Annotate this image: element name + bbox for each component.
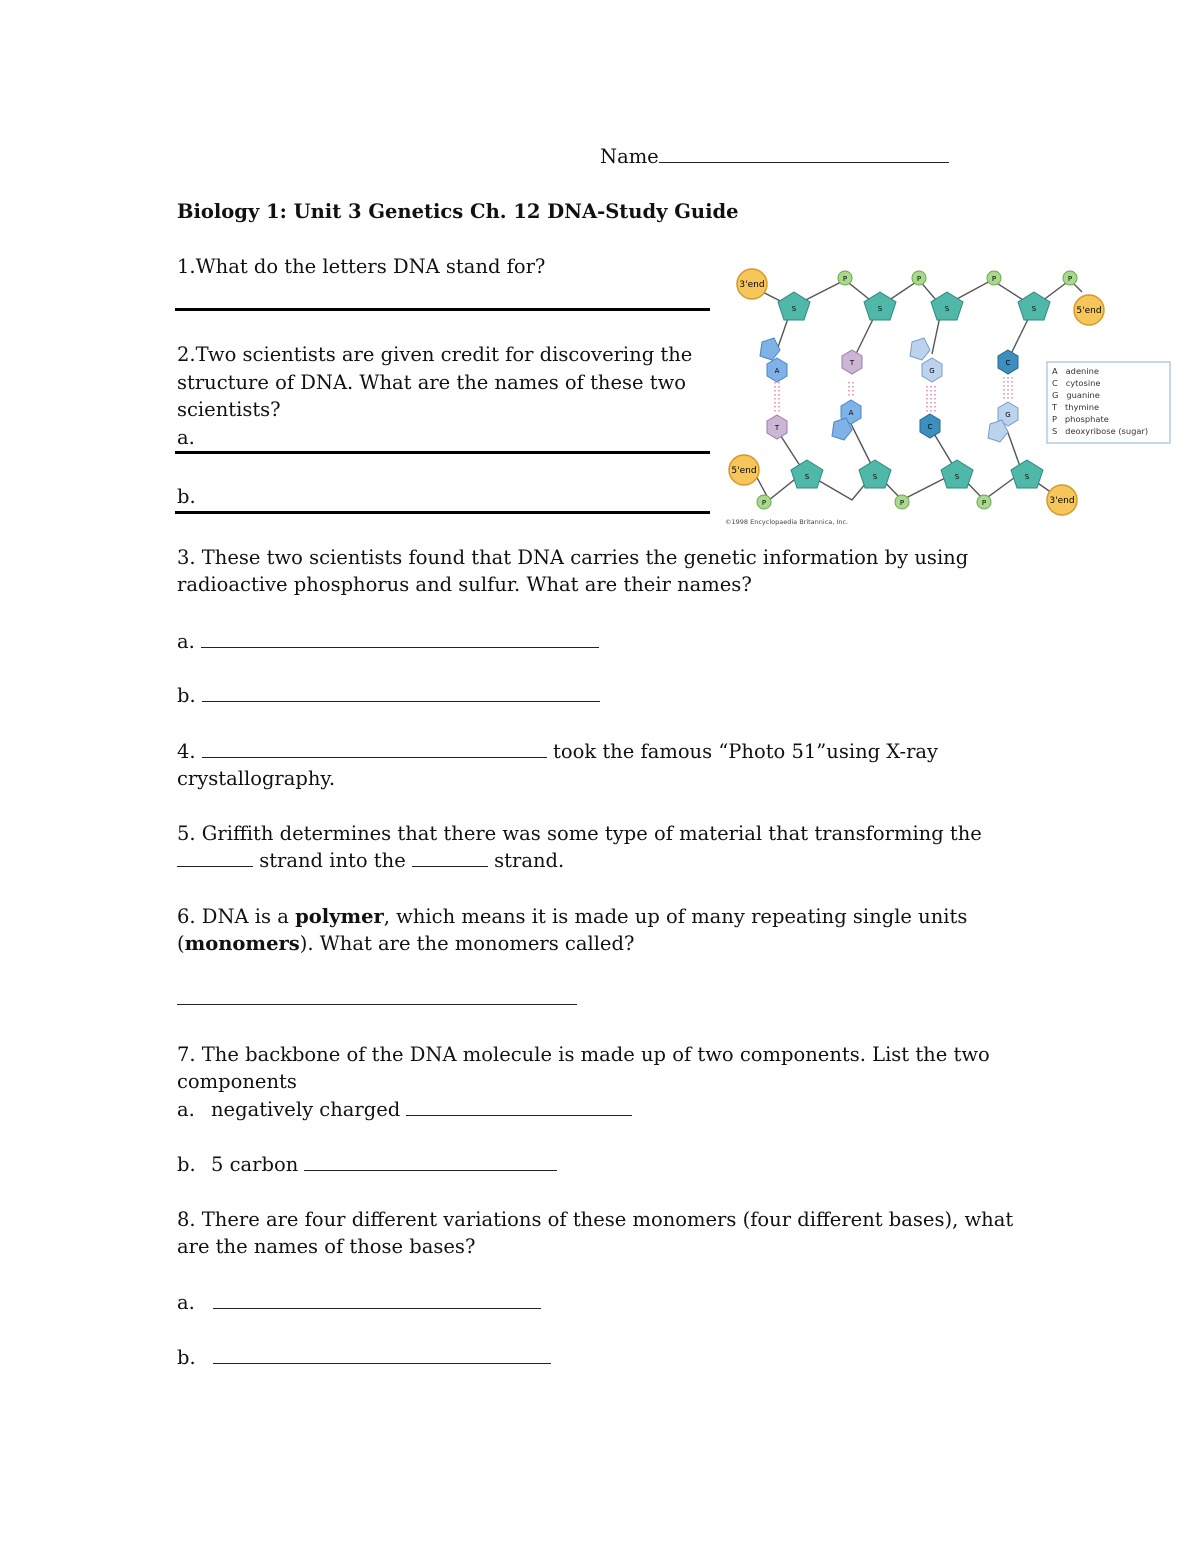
- question-6-monomers: monomers: [184, 932, 300, 955]
- answer-line-q2b[interactable]: [175, 511, 710, 514]
- hydrogen-bonds: [775, 377, 1012, 414]
- sugar-top-2: [864, 292, 896, 320]
- name-field[interactable]: [600, 143, 949, 171]
- question-6-post: , which means it is made up of many repeating single units: [383, 905, 968, 928]
- base-label-bottom-4: G: [1005, 411, 1011, 419]
- answer-line-q2a[interactable]: [175, 451, 710, 454]
- name-blank[interactable]: [659, 144, 949, 163]
- sugar-label: S: [804, 473, 810, 481]
- question-4-line-2: crystallography.: [177, 767, 336, 790]
- end-cap-3-bottom: [1047, 485, 1077, 515]
- page-title: Biology 1: Unit 3 Genetics Ch. 12 DNA-Study Guide: [177, 200, 739, 223]
- answer-line-q8b[interactable]: [213, 1345, 551, 1364]
- phosphate-bottom-2: [895, 495, 909, 509]
- end-3-bottom-label: 3'end: [1049, 496, 1075, 506]
- sugar-label: S: [877, 305, 883, 313]
- question-7-a-text: negatively charged: [211, 1098, 401, 1121]
- end-cap-3-top: [737, 269, 767, 299]
- phosphate-label: P: [916, 275, 922, 283]
- question-6-polymer: polymer: [295, 905, 384, 928]
- end-5-top-label: 5'end: [1076, 306, 1102, 316]
- question-7-line-1: 7. The backbone of the DNA molecule is made up of two components. List the two: [177, 1043, 990, 1066]
- base-label-top-4: C: [1005, 359, 1011, 367]
- base-label-bottom-3: C: [927, 423, 933, 431]
- question-4-number: 4.: [177, 740, 196, 763]
- question-5-end: strand.: [494, 849, 565, 872]
- phosphate-top-4: [1063, 271, 1077, 285]
- phosphate-bottom-3: [977, 495, 991, 509]
- question-7-a: [177, 1096, 632, 1124]
- answer-line-q5b[interactable]: [412, 848, 488, 867]
- question-8-a-label: a.: [177, 1291, 195, 1314]
- question-2-line-2: structure of DNA. What are the names of these two: [177, 371, 687, 394]
- question-8-line-1: 8. There are four different variations of these monomers (four different bases), what: [177, 1208, 1014, 1231]
- question-2-b-label: b.: [177, 485, 196, 508]
- end-3-top-label: 3'end: [739, 280, 765, 290]
- end-cap-5-bottom: [729, 455, 759, 485]
- sugar-label: S: [1024, 473, 1030, 481]
- sugar-bottom-2: [859, 460, 891, 488]
- question-6-line-2: [177, 930, 634, 958]
- question-3-line-1: 3. These two scientists found that DNA carries the genetic information by using: [177, 546, 969, 569]
- question-5-mid: strand into the: [259, 849, 406, 872]
- base-label-bottom-2: A: [848, 409, 854, 417]
- question-8-b: [177, 1344, 551, 1372]
- phosphate-label: P: [761, 499, 767, 507]
- base-cytosine-top: [998, 350, 1018, 374]
- answer-line-q3a[interactable]: [201, 629, 599, 648]
- legend-item-sugar: S deoxyribose (sugar): [1052, 426, 1149, 436]
- question-2-line-3: scientists?: [177, 398, 281, 421]
- sugar-top-1: [778, 292, 810, 320]
- phosphate-label: P: [1067, 275, 1073, 283]
- question-3-b: [177, 682, 600, 710]
- end-cap-5-top: [1074, 295, 1104, 325]
- diagram-legend: [1047, 362, 1170, 443]
- sugar-label: S: [1031, 305, 1037, 313]
- question-3-b-label: b.: [177, 684, 196, 707]
- legend-item-cytosine: C cytosine: [1052, 378, 1101, 388]
- legend-item-guanine: G guanine: [1052, 390, 1100, 400]
- base-label-top-3: G: [929, 367, 935, 375]
- phosphate-label: P: [899, 499, 905, 507]
- question-4-text: took the famous “Photo 51”using X-ray: [553, 740, 939, 763]
- question-7-b-text: 5 carbon: [211, 1153, 299, 1176]
- name-label: Name: [600, 145, 659, 168]
- question-5-line-2: [177, 847, 564, 875]
- sugar-bottom-4: [1011, 460, 1043, 488]
- sugar-top-4: [1018, 292, 1050, 320]
- question-4-line-1: [177, 738, 938, 766]
- sugar-label: S: [954, 473, 960, 481]
- legend-item-thymine: T thymine: [1052, 402, 1100, 412]
- question-6-answer: [177, 985, 577, 1013]
- answer-line-q4[interactable]: [202, 739, 547, 758]
- question-6-post2: ). What are the monomers called?: [299, 932, 635, 955]
- question-8-a: [177, 1289, 541, 1317]
- question-3-a-label: a.: [177, 630, 195, 653]
- question-6-pre: 6. DNA is a: [177, 905, 296, 928]
- answer-line-q8a[interactable]: [213, 1290, 541, 1309]
- base-guanine-bottom: [988, 402, 1018, 442]
- legend-item-adenine: A adenine: [1052, 366, 1099, 376]
- question-6-open: (: [177, 932, 185, 955]
- answer-line-q5a[interactable]: [177, 848, 253, 867]
- question-7-b: [177, 1151, 557, 1179]
- sugar-bottom-1: [791, 460, 823, 488]
- answer-line-q1[interactable]: [175, 308, 710, 311]
- base-thymine-top: [842, 350, 862, 374]
- sugar-label: S: [872, 473, 878, 481]
- base-label-bottom-1: T: [774, 424, 780, 432]
- question-7-b-label: b.: [177, 1153, 196, 1176]
- sugar-label: S: [791, 305, 797, 313]
- phosphate-label: P: [981, 499, 987, 507]
- phosphate-label: P: [991, 275, 997, 283]
- answer-line-q3b[interactable]: [202, 683, 600, 702]
- sugar-label: S: [944, 305, 950, 313]
- answer-line-q6[interactable]: [177, 986, 577, 1005]
- question-8-line-2: are the names of those bases?: [177, 1235, 476, 1258]
- answer-line-q7b[interactable]: [304, 1152, 557, 1171]
- phosphate-label: P: [842, 275, 848, 283]
- phosphate-bottom-1: [757, 495, 771, 509]
- answer-line-q7a[interactable]: [406, 1097, 632, 1116]
- sugar-bottom-3: [941, 460, 973, 488]
- question-3-a: [177, 628, 599, 656]
- dna-structure-diagram: [722, 262, 1174, 530]
- base-adenine-top: [760, 338, 787, 382]
- sugar-top-3: [931, 292, 963, 320]
- question-7-a-label: a.: [177, 1098, 195, 1121]
- phosphate-top-1: [838, 271, 852, 285]
- question-6-line-1: [177, 903, 967, 931]
- base-guanine-top: [910, 338, 942, 382]
- end-5-bottom-label: 5'end: [731, 466, 757, 476]
- question-5-line-1: 5. Griffith determines that there was some type of material that transforming the: [177, 822, 982, 845]
- question-2-a-label: a.: [177, 426, 195, 449]
- question-8-b-label: b.: [177, 1346, 196, 1369]
- base-label-top-1: A: [774, 367, 780, 375]
- legend-item-phosphate: P phosphate: [1052, 414, 1109, 424]
- question-1: 1.What do the letters DNA stand for?: [177, 255, 546, 278]
- base-cytosine-bottom: [920, 414, 940, 438]
- question-3-line-2: radioactive phosphorus and sulfur. What are their names?: [177, 573, 752, 596]
- question-7-line-2: components: [177, 1070, 297, 1093]
- phosphate-top-2: [912, 271, 926, 285]
- phosphate-top-3: [987, 271, 1001, 285]
- question-2-line-1: 2.Two scientists are given credit for discovering the: [177, 343, 693, 366]
- base-label-top-2: T: [849, 359, 855, 367]
- diagram-copyright: ©1998 Encyclopaedia Britannica, Inc.: [725, 518, 849, 526]
- base-thymine-bottom: [767, 415, 787, 439]
